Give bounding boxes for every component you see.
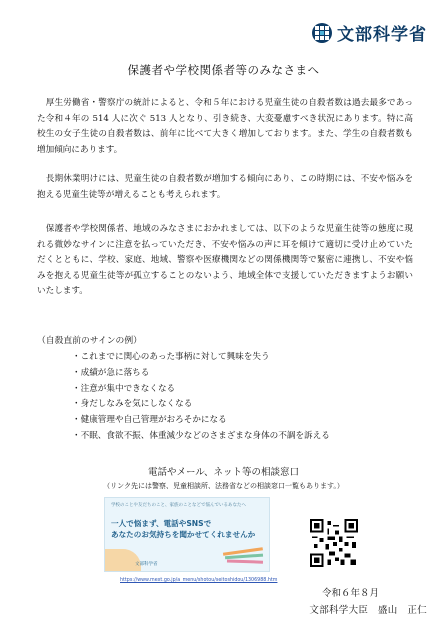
list-item: ・不眠、食欲不振、体重減少などのさまざまな身体の不調を訴える bbox=[72, 430, 330, 441]
list-item: ・身だしなみを気にしなくなる bbox=[72, 399, 193, 410]
pencils-icon bbox=[221, 542, 267, 568]
banner-foot-text: 文部科学省 bbox=[135, 562, 158, 567]
consult-link[interactable]: https://www.mext.go.jp/a_menu/shotou/seitoshidou/1306988.htm bbox=[120, 578, 278, 583]
signs-list bbox=[72, 350, 330, 445]
banner-main-line-2: あなたのお気持ちを聞かせてくれませんか bbox=[111, 530, 256, 539]
issue-date: 令和６年８月 bbox=[321, 588, 379, 599]
list-item: ・注意が集中できなくなる bbox=[72, 383, 176, 394]
paragraph-request: 保護者や学校関係者、地域のみなさまにおかれましては、以下のような児童生徒等の態度に現れる微妙なサインに注意を払っていただき、不安や悩みの声に耳を傾けて適切に受け止めていただくとともに、学校、家庭、地域、警察や医療機関などの関係機関等で緊密に連携し、不安や悩みを抱える児童生徒等が孤立することのないよう、地域全体で支援していただきますようお願いいたします。 bbox=[37, 224, 413, 297]
mext-logo-icon bbox=[311, 22, 333, 44]
list-item: ・健康管理や自己管理がおろそかになる bbox=[72, 415, 227, 426]
list-item: ・成績が急に落ちる bbox=[72, 367, 150, 378]
consultation-banner[interactable] bbox=[104, 497, 270, 572]
paragraph-statistics: 厚生労働省・警察庁の統計によると、令和５年における児童生徒の自殺者数は過去最多であった令和４年の 514 人に次ぐ 513 人となり、引き続き、大変憂慮すべき状況にあります。特に高校生の女子生徒の自殺者数は、前年に比べて大きく増加しております。また、学生の自殺者数も増加傾向にあります。 bbox=[37, 98, 413, 155]
signer: 文部科学大臣 盛山 正仁 bbox=[309, 605, 427, 616]
qr-code-icon[interactable] bbox=[310, 519, 358, 567]
logo-text: 文部科学省 bbox=[337, 25, 427, 45]
banner-top-text: 学校のことや友だちのこと、家族のことなどで悩んでいるあなたへ bbox=[111, 503, 246, 508]
signs-heading: （自殺直前のサインの例） bbox=[37, 336, 142, 346]
page-title: 保護者や学校関係者等のみなさまへ bbox=[127, 63, 320, 77]
banner-main-text bbox=[111, 518, 265, 540]
banner-decoration bbox=[105, 549, 141, 571]
paragraph-vacation: 長期休業明けには、児童生徒の自殺者数が増加する傾向にあり、この時期には、不安や悩みを抱える児童生徒等が増えることも考えられます。 bbox=[37, 174, 413, 200]
mext-logo bbox=[311, 20, 427, 45]
consult-note: （リンク先には警察、児童相談所、法務省などの相談窓口一覧もあります。） bbox=[103, 482, 344, 490]
banner-main-line-1: 一人で悩まず、電話やSNSで bbox=[111, 519, 212, 528]
list-item: ・これまでに関心のあった事柄に対して興味を失う bbox=[72, 352, 270, 362]
consult-title: 電話やメール、ネット等の相談窓口 bbox=[147, 467, 300, 478]
